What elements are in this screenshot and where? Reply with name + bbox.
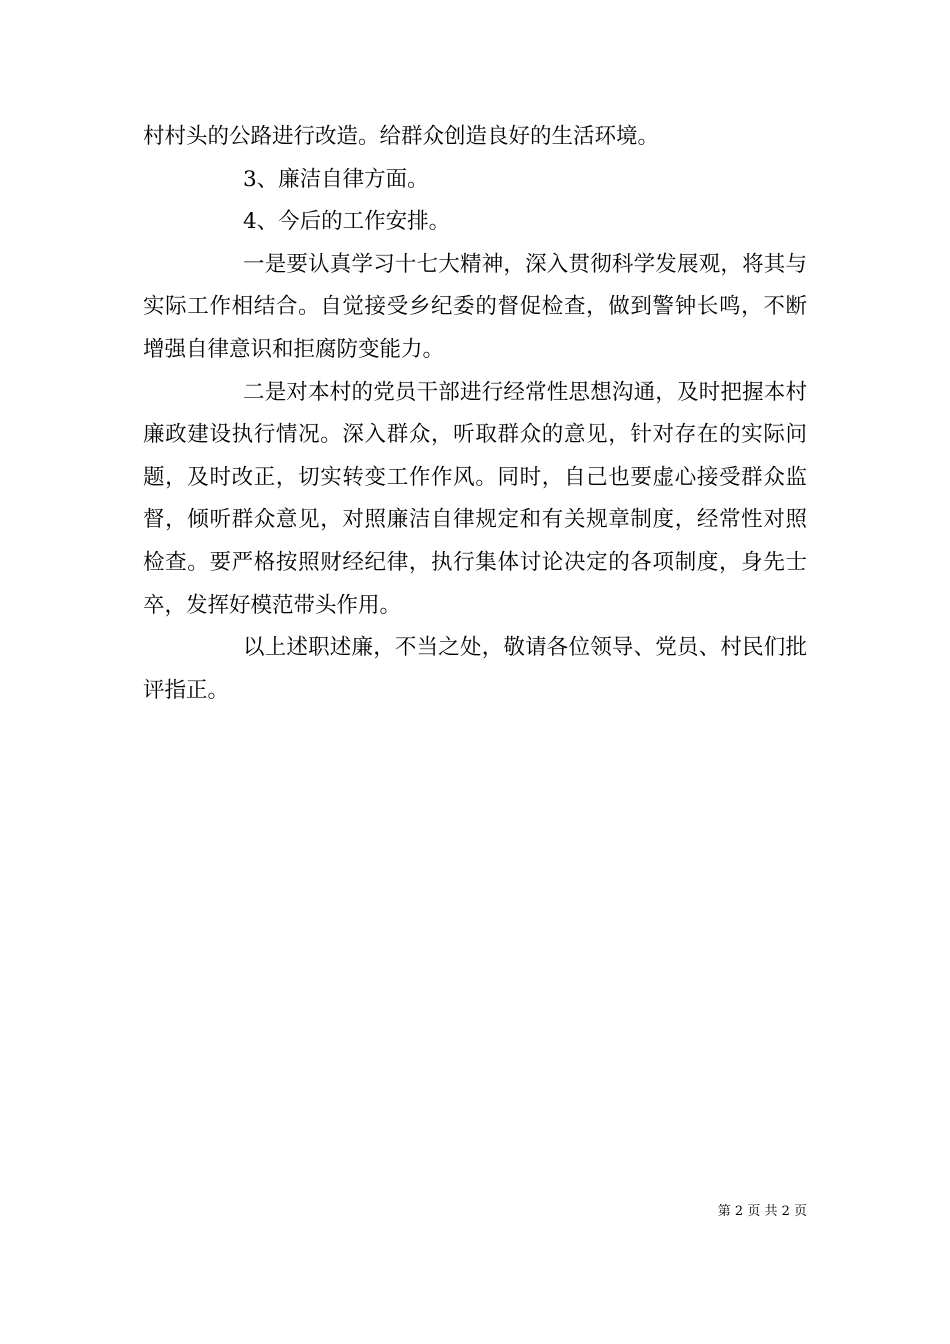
paragraph-item-2: 二是对本村的党员干部进行经常性思想沟通，及时把握本村廉政建设执行情况。深入群众，听取群众的意见，针对存在的实际问题，及时改正，切实转变工作作风。同时，自己也要虚心接受群众监督，倾听群众意见，对照廉洁自律规定和有关规章制度，经常性对照检查。要严格按照财经纪律，执行集体讨论决定的各项制度，身先士卒，发挥好模范带头作用。 <box>143 379 807 618</box>
paragraph-item-1: 一是要认真学习十七大精神，深入贯彻科学发展观，将其与实际工作相结合。自觉接受乡纪委的督促检查，做到警钟长鸣，不断增强自律意识和拒腐防变能力。 <box>143 251 807 362</box>
paragraph-section-3: 3、廉洁自律方面。 <box>243 166 429 192</box>
paragraph-closing: 以上述职述廉，不当之处，敬请各位领导、党员、村民们批评指正。 <box>143 635 807 703</box>
paragraph-section-4: 4、今后的工作安排。 <box>243 209 451 235</box>
document-body <box>143 116 807 712</box>
page-number-footer: 第 2 页 共 2 页 <box>717 1204 807 1219</box>
paragraph-continuation: 村村头的公路进行改造。给群众创造良好的生活环境。 <box>143 124 660 149</box>
